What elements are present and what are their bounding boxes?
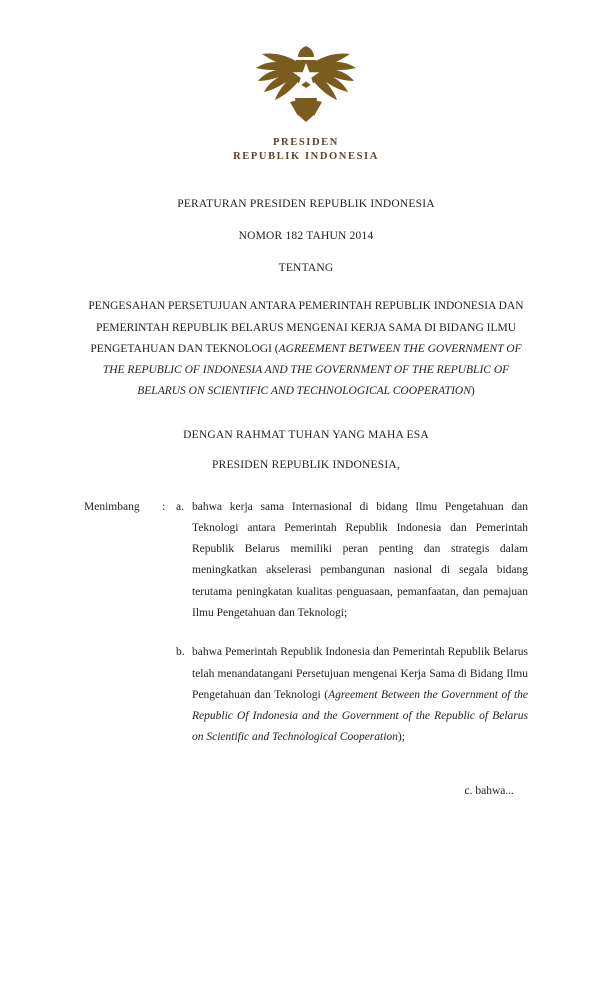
- item-marker: b.: [176, 646, 185, 659]
- emblem-caption-line2: REPUBLIK INDONESIA: [233, 151, 379, 163]
- menimbang-label: Menimbang: [84, 500, 140, 513]
- presiden-line: PRESIDEN REPUBLIK INDONESIA,: [211, 458, 400, 471]
- item-text: [192, 642, 528, 748]
- subject-italic: AGREEMENT BETWEEN THE GOVERNMENT OF THE REPUBLIC OF INDONESIA AND THE GOVERNMENT OF THE REPUBLIC OF BELARUS ON SCIENTIFIC AND TECHNOLOGICAL COOPERATION: [102, 342, 522, 398]
- regulation-subject: [84, 296, 528, 402]
- item-text: bahwa kerja sama Internasional di bidang Ilmu Pengetahuan dan Teknologi antara Pemerintah Republik Indonesia dan Pemerintah Republik Belarus memiliki peran penting dan strategis dalam meningkatkan akselerasi pembangunan nasional di segala bidang terutama peningkatan kualitas penguasaan, pemanfaatan, dan pemajuan Ilmu Pengetahuan dan Teknologi;: [192, 500, 528, 619]
- page-continuation-note: c. bahwa...: [464, 784, 514, 797]
- rahmat-line: DENGAN RAHMAT TUHAN YANG MAHA ESA: [183, 428, 429, 441]
- garuda-pancasila-emblem-icon: [0, 36, 612, 132]
- regulation-number: NOMOR 182 TAHUN 2014: [238, 230, 374, 243]
- menimbang-colon: :: [162, 500, 166, 513]
- list-item: [176, 497, 528, 625]
- item-marker: a.: [176, 500, 184, 513]
- menimbang-items: [176, 497, 528, 749]
- subject-plain-2: ): [470, 385, 475, 398]
- emblem-caption-line1: PRESIDEN: [273, 137, 339, 148]
- menimbang-section: [84, 497, 528, 749]
- item-text-plain-2: );: [397, 731, 405, 744]
- tentang-label: TENTANG: [278, 262, 334, 275]
- list-item: [176, 642, 528, 748]
- item-text-italic: Agreement Between the Government of the Republic Of Indonesia and the Government of the Republic of Belarus on Scientific and Technological Cooperation: [192, 688, 528, 744]
- emblem-block: [0, 0, 612, 164]
- item-text-plain-1: bahwa Pemerintah Republik Indonesia dan Pemerintah Republik Belarus telah menandatangani Persetujuan mengenai Kerja Sama di Bidang Ilmu Pengetahuan dan Teknologi (: [192, 646, 528, 701]
- subject-plain-1: PENGESAHAN PERSETUJUAN ANTARA PEMERINTAH REPUBLIK INDONESIA DAN PEMERINTAH REPUBLIK BELARUS MENGENAI KERJA SAMA DI BIDANG ILMU PENGETAHUAN DAN TEKNOLOGI (: [88, 300, 524, 355]
- emblem-caption: [0, 136, 612, 164]
- regulation-title: PERATURAN PRESIDEN REPUBLIK INDONESIA: [177, 198, 435, 211]
- document-body: [0, 198, 612, 796]
